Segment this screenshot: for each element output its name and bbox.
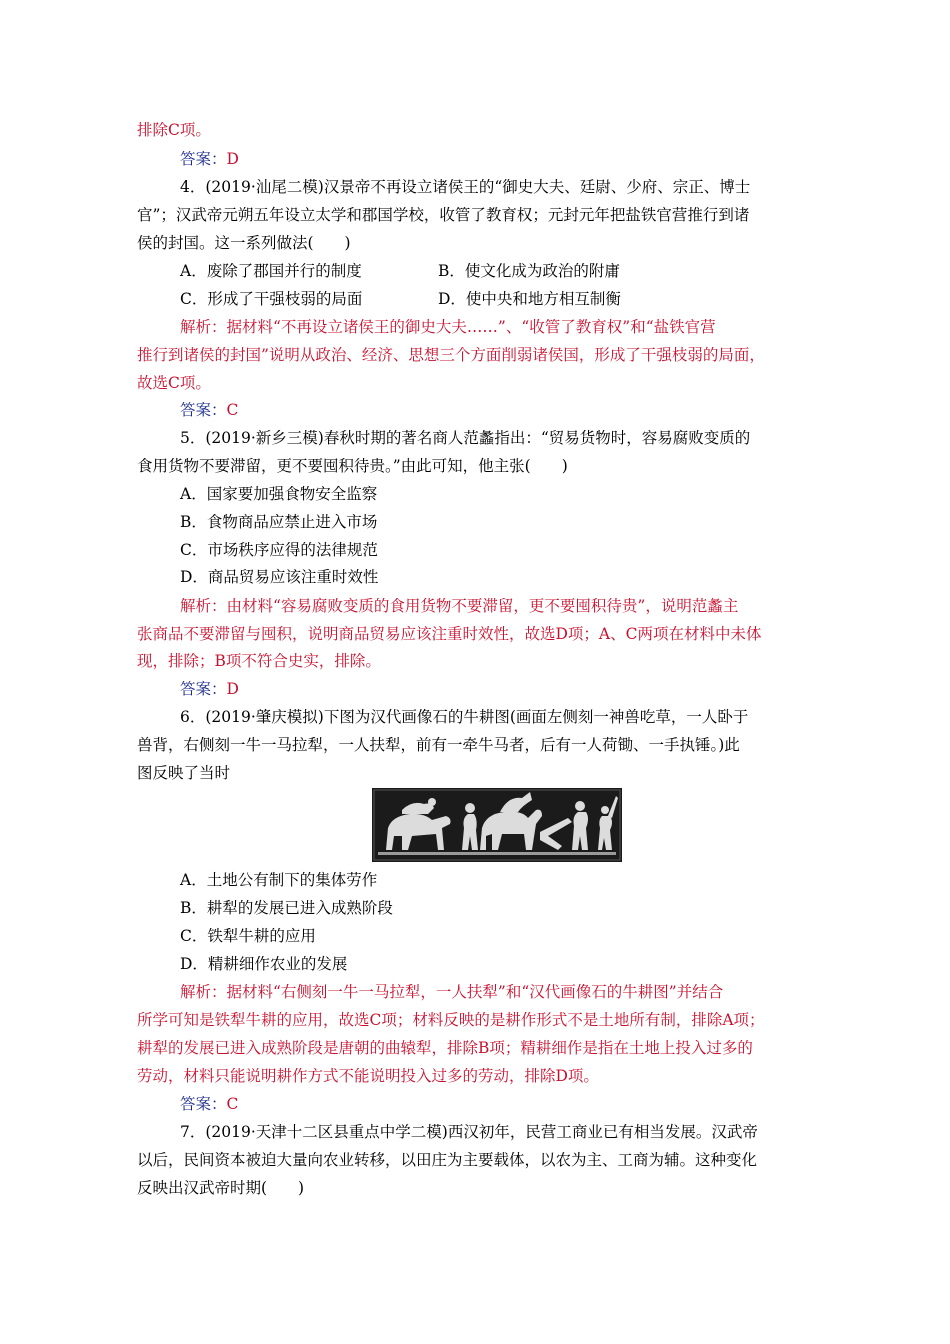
question-4-stem-line1: 4．(2019·汕尾二模)汉景帝不再设立诸侯王的“御史大夫、廷尉、少府、宗正、博士 — [180, 178, 751, 196]
question-7-stem-line2: 以后，民间资本被迫大量向农业转移，以田庄为主要载体，以农为主、工商为辅。这种变化 — [137, 1151, 758, 1169]
question-6-option-d: D．精耕细作农业的发展 — [180, 955, 348, 973]
han-stone-relief-ox-plowing-image — [372, 788, 622, 862]
question-5-answer — [180, 678, 239, 700]
question-5-explanation-line1: 解析：由材料“容易腐败变质的食用货物不要滞留，更不要囤积待贵”，说明范蠡主 — [180, 597, 739, 615]
question-4-explanation-line1: 解析：据材料“不再设立诸侯王的御史大夫……”、“收管了教育权”和“盐铁官营 — [180, 318, 716, 336]
question-6-explanation-line2: 所学可知是铁犁牛耕的应用，故选C项；材料反映的是耕作形式不是土地所有制，排除A项； — [137, 1011, 765, 1029]
question-4-stem-line3: 侯的封国。这一系列做法( ) — [137, 234, 351, 252]
question-5-stem-line2: 食用货物不要滞留，更不要囤积待贵。”由此可知，他主张( ) — [137, 457, 568, 475]
answer-label: 答案： — [180, 150, 227, 168]
answer-value: C — [226, 401, 239, 419]
answer-line — [180, 148, 239, 170]
question-7-stem-line3: 反映出汉武帝时期( ) — [137, 1179, 305, 1197]
question-4-explanation-line2: 推行到诸侯的封国”说明从政治、经济、思想三个方面削弱诸侯国，形成了干强枝弱的局面， — [137, 346, 765, 364]
question-5-option-d: D．商品贸易应该注重时效性 — [180, 568, 379, 586]
answer-value: D — [226, 680, 239, 698]
question-4-option-a: A．废除了郡国并行的制度 — [180, 262, 362, 280]
answer-label: 答案： — [180, 1095, 227, 1113]
question-4-option-d: D．使中央和地方相互制衡 — [438, 290, 621, 308]
question-6-option-c: C．铁犁牛耕的应用 — [180, 927, 316, 945]
question-6-stem-line3: 图反映了当时 — [137, 764, 231, 782]
question-6-answer — [180, 1093, 238, 1115]
question-6-explanation-line4: 劳动，材料只能说明耕作方式不能说明投入过多的劳动，排除D项。 — [137, 1067, 599, 1085]
question-6-stem-line1: 6．(2019·肇庆模拟)下图为汉代画像石的牛耕图(画面左侧刻一神兽吃草，一人卧于 — [180, 708, 749, 726]
question-5-stem-line1: 5．(2019·新乡三模)春秋时期的著名商人范蠡指出：“贸易货物时，容易腐败变质的 — [180, 429, 751, 447]
question-4-stem-line2: 官”；汉武帝元朔五年设立太学和郡国学校，收管了教育权；元封元年把盐铁官营推行到诸 — [137, 206, 750, 224]
question-4-answer — [180, 399, 238, 421]
question-4-option-c: C．形成了干强枝弱的局面 — [180, 290, 363, 308]
question-6-stem-line2: 兽背，右侧刻一牛一马拉犁，一人扶犁，前有一牵牛马者，后有一人荷锄、一手执锤。)此 — [137, 736, 740, 754]
question-4-explanation-line3: 故选C项。 — [137, 374, 211, 392]
question-6-option-b: B．耕犁的发展已进入成熟阶段 — [180, 899, 393, 917]
answer-value: D — [226, 150, 239, 168]
question-6-explanation-line3: 耕犁的发展已进入成熟阶段是唐朝的曲辕犁，排除B项；精耕细作是指在土地上投入过多的 — [137, 1039, 753, 1057]
explanation-tail: 排除C项。 — [137, 121, 211, 139]
question-5-option-b: B．食物商品应禁止进入市场 — [180, 513, 378, 531]
question-5-explanation-line3: 现，排除；B项不符合史实，排除。 — [137, 652, 381, 670]
question-6-option-a: A．土地公有制下的集体劳作 — [180, 871, 378, 889]
question-4-option-b: B．使文化成为政治的附庸 — [438, 262, 620, 280]
question-5-option-c: C．市场秩序应得的法律规范 — [180, 541, 378, 559]
answer-label: 答案： — [180, 401, 227, 419]
answer-value: C — [226, 1095, 239, 1113]
answer-label: 答案： — [180, 680, 227, 698]
question-5-option-a: A．国家要加强食物安全监察 — [180, 485, 378, 503]
question-5-explanation-line2: 张商品不要滞留与囤积，说明商品贸易应该注重时效性，故选D项；A、C两项在材料中未体 — [137, 625, 762, 643]
question-7-stem-line1: 7．(2019·天津十二区县重点中学二模)西汉初年，民营工商业已有相当发展。汉武帝 — [180, 1123, 758, 1141]
question-6-explanation-line1: 解析：据材料“右侧刻一牛一马拉犁，一人扶犁”和“汉代画像石的牛耕图”并结合 — [180, 983, 724, 1001]
